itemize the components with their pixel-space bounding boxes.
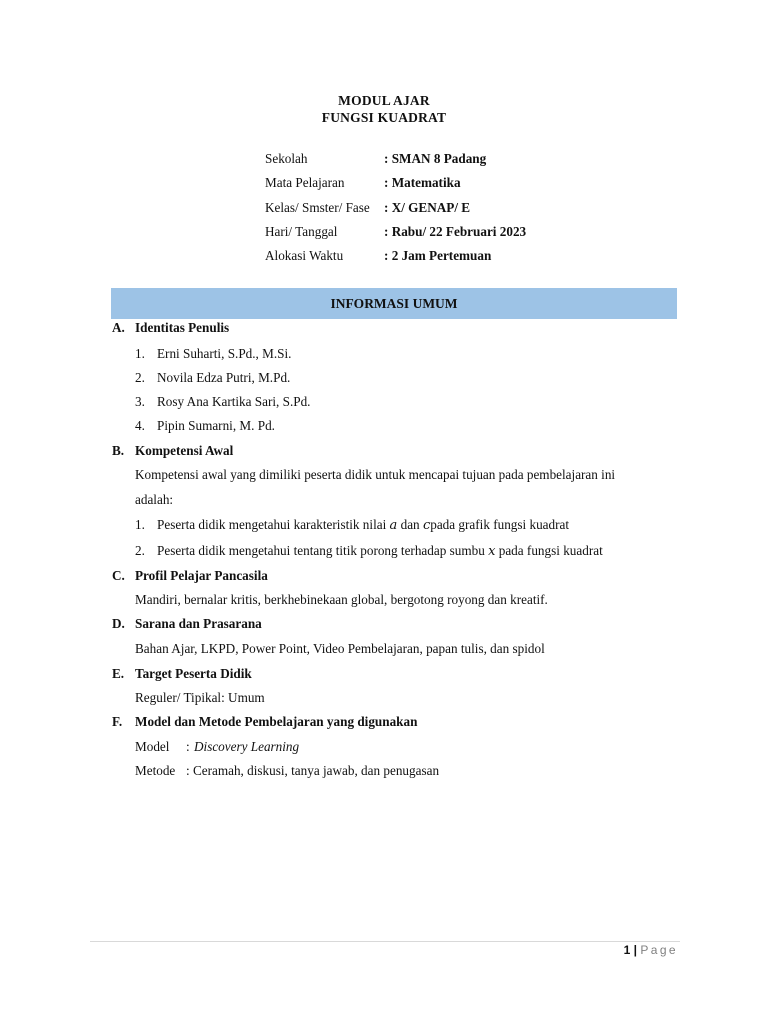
competency-item-2 [157, 543, 603, 559]
section-e-letter: E. [112, 666, 125, 681]
section-b-title: Kompetensi Awal [135, 443, 234, 458]
section-b-letter: B. [112, 443, 125, 458]
section-a-title: Identitas Penulis [135, 320, 230, 335]
model-label: Model [135, 739, 170, 754]
author-item: Erni Suharti, S.Pd., M.Si. [157, 346, 292, 361]
text-part: Peserta didik mengetahui tentang titik porong terhadap sumbu [157, 543, 489, 558]
text-part: dan [397, 517, 423, 532]
math-variable-a: a [389, 518, 398, 533]
info-label-alokasi: Alokasi Waktu [265, 248, 344, 263]
metode-label: Metode [135, 763, 176, 778]
section-b-paragraph: Kompetensi awal yang dimiliki peserta didik untuk mencapai tujuan pada pembelajaran ini [135, 467, 616, 482]
info-label-kelas: Kelas/ Smster/ Fase [265, 200, 370, 215]
math-variable-c: c [422, 518, 431, 533]
metode-value: : Ceramah, diskusi, tanya jawab, dan penugasan [186, 763, 440, 778]
list-number: 1. [135, 346, 145, 361]
text-part: pada grafik fungsi kuadrat [430, 517, 570, 532]
info-value-mapel: : Matematika [384, 175, 461, 190]
section-b-paragraph-cont: adalah: [135, 492, 174, 507]
section-f-letter: F. [112, 714, 123, 729]
page-footer [624, 943, 678, 957]
text-part: Peserta didik mengetahui karakteristik nilai [157, 517, 390, 532]
section-e-text: Reguler/ Tipikal: Umum [135, 690, 265, 705]
info-label-hari: Hari/ Tanggal [265, 224, 338, 239]
doc-title-line1: MODUL AJAR [338, 93, 430, 108]
list-number: 4. [135, 418, 145, 433]
section-d-title: Sarana dan Prasarana [135, 616, 262, 631]
section-f-title: Model dan Metode Pembelajaran yang digunakan [135, 714, 418, 729]
section-a-letter: A. [112, 320, 125, 335]
text-part: pada fungsi kuadrat [495, 543, 603, 558]
section-d-letter: D. [112, 616, 125, 631]
info-label-mapel: Mata Pelajaran [265, 175, 345, 190]
section-c-letter: C. [112, 568, 125, 583]
author-item: Rosy Ana Kartika Sari, S.Pd. [157, 394, 311, 409]
banner-title: INFORMASI UMUM [330, 296, 458, 311]
section-d-text: Bahan Ajar, LKPD, Power Point, Video Pembelajaran, papan tulis, dan spidol [135, 641, 545, 656]
section-c-text: Mandiri, bernalar kritis, berkhebinekaan global, bergotong royong dan kreatif. [135, 592, 548, 607]
math-variable-x: x [488, 544, 496, 559]
list-number: 2. [135, 543, 145, 558]
page-word: Page [640, 943, 678, 957]
section-c-title: Profil Pelajar Pancasila [135, 568, 268, 583]
info-value-kelas: : X/ GENAP/ E [384, 200, 471, 215]
page-number: 1 [623, 943, 631, 957]
section-e-title: Target Peserta Didik [135, 666, 252, 681]
competency-item-1 [157, 517, 569, 533]
model-separator: : [186, 739, 190, 754]
author-item: Pipin Sumarni, M. Pd. [157, 418, 275, 433]
footer-separator: | [633, 943, 638, 957]
info-value-hari: : Rabu/ 22 Februari 2023 [384, 224, 527, 239]
list-number: 1. [135, 517, 145, 532]
footer-divider [90, 941, 680, 942]
list-number: 3. [135, 394, 145, 409]
list-number: 2. [135, 370, 145, 385]
section-banner [111, 288, 677, 319]
info-value-sekolah: : SMAN 8 Padang [384, 151, 487, 166]
info-label-sekolah: Sekolah [265, 151, 308, 166]
model-value: Discovery Learning [194, 739, 300, 754]
doc-title-line2: FUNGSI KUADRAT [321, 110, 447, 125]
author-item: Novila Edza Putri, M.Pd. [157, 370, 291, 385]
info-value-alokasi: : 2 Jam Pertemuan [384, 248, 492, 263]
